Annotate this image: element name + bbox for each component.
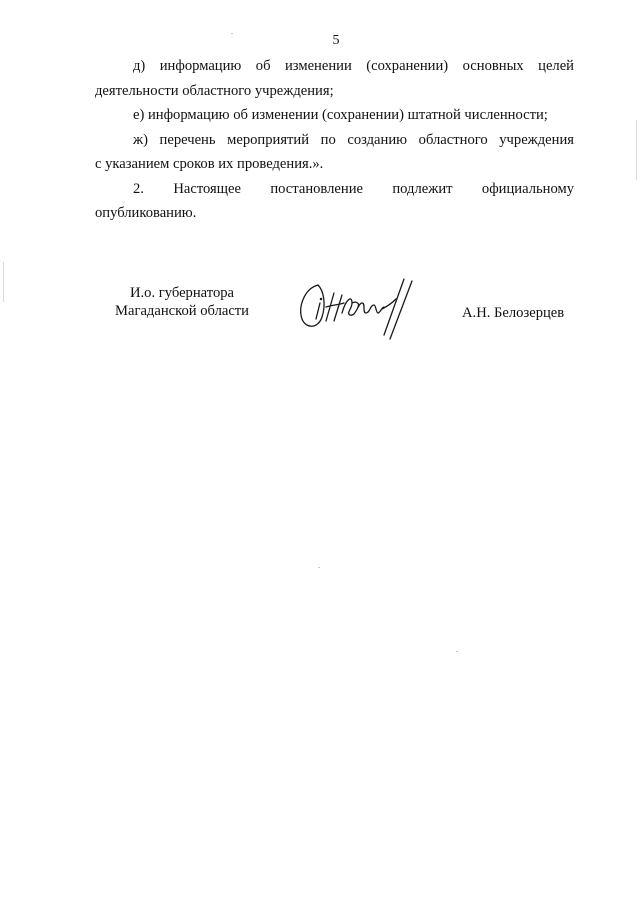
signatory-title — [96, 285, 268, 320]
signatory-title-line1: И.о. губернатора — [129, 285, 235, 301]
scan-edge-mark — [636, 120, 637, 180]
scan-edge-mark — [3, 262, 4, 302]
paragraph-e-line1: е) информацию об изменении (сохранении) штатной численности; — [133, 107, 548, 123]
paragraph-2 — [95, 177, 574, 226]
handwritten-signature — [296, 273, 420, 345]
paragraph-e — [95, 103, 574, 128]
paragraph-d-line1: д) информацию об изменении (сохранении) основных целей — [133, 58, 574, 74]
paragraph-zh — [95, 128, 574, 177]
paragraph-2-line1: 2. Настоящее постановление подлежит официальному — [133, 180, 574, 197]
paragraph-2-line2: опубликованию. — [95, 205, 197, 221]
paragraph-d — [95, 54, 574, 103]
signatory-title-line2: Магаданской области — [115, 302, 249, 319]
page-number: 5 — [332, 33, 340, 48]
scan-speck — [231, 33, 233, 34]
scan-speck — [318, 567, 320, 568]
signatory-name: А.Н. Белозерцев — [462, 305, 565, 321]
scan-speck — [456, 651, 458, 652]
paragraph-zh-line2: с указанием сроков их проведения.». — [95, 156, 324, 172]
paragraph-zh-line1: ж) перечень мероприятий по созданию областного учреждения — [133, 131, 574, 148]
signature-block — [0, 285, 640, 365]
paragraph-d-line2: деятельности областного учреждения; — [95, 82, 334, 99]
document-body — [95, 54, 574, 226]
